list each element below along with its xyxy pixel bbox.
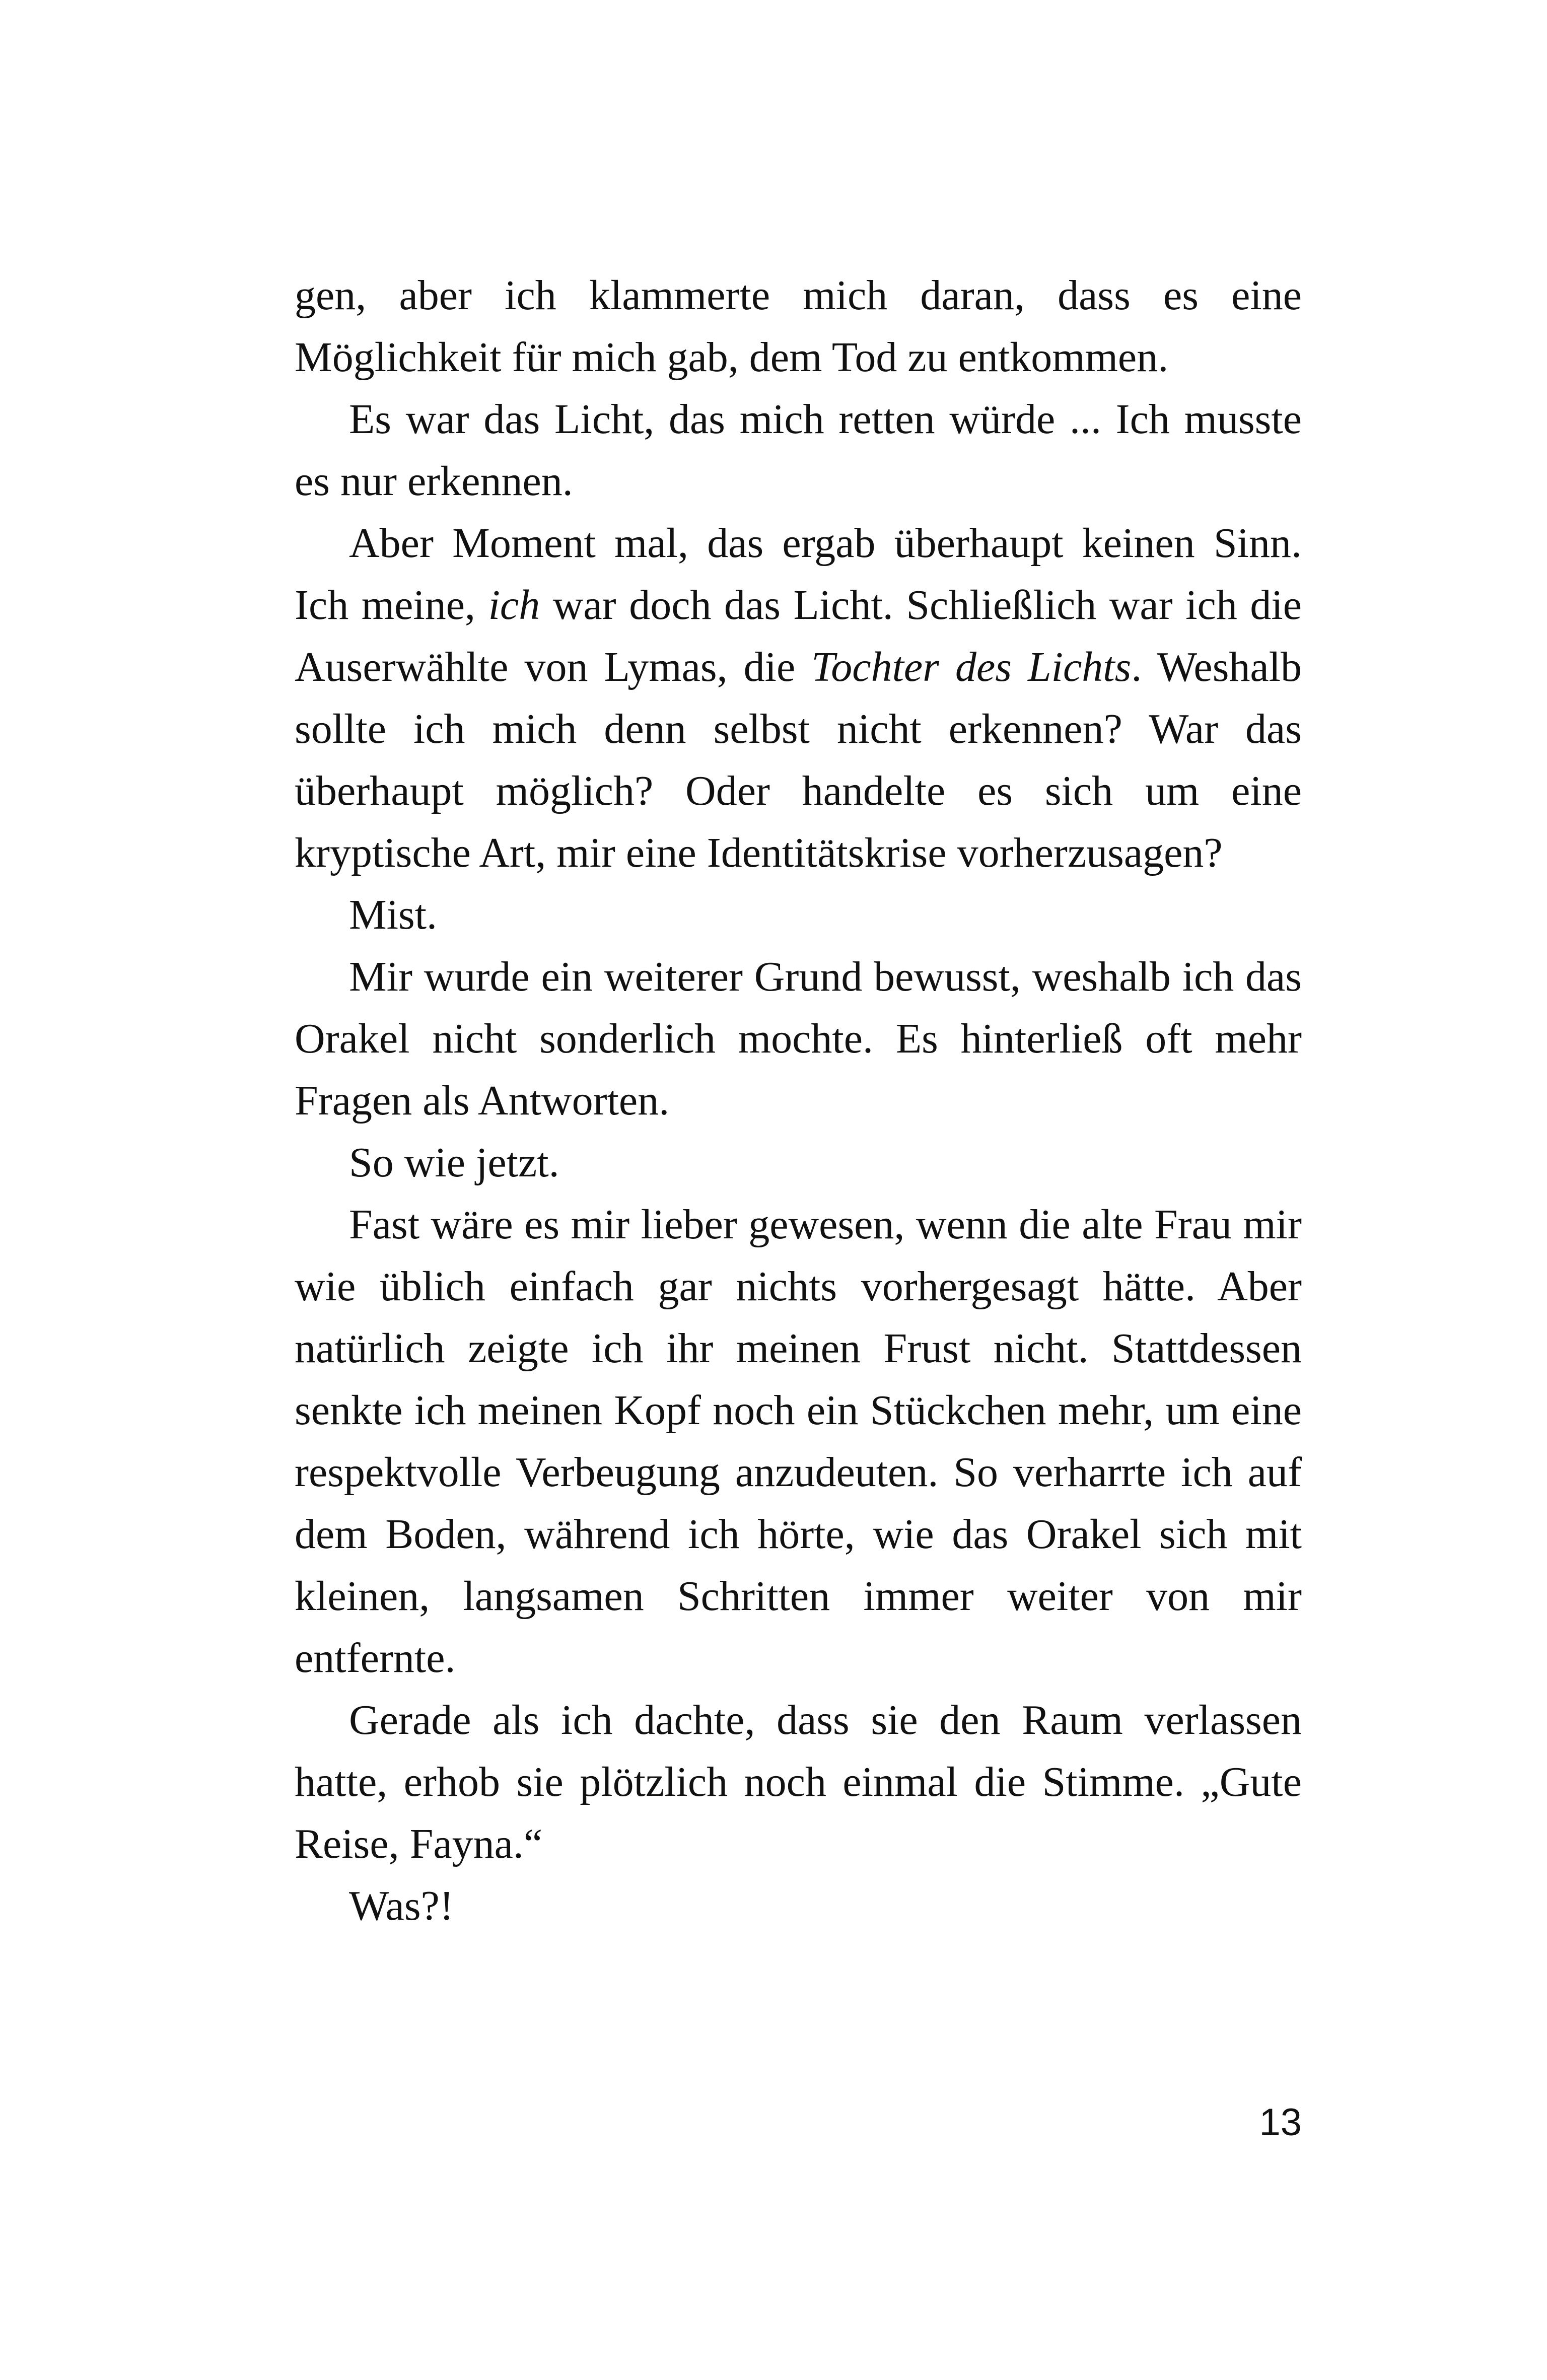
paragraph-5: Mir wurde ein weiterer Grund bewusst, weshalb ich das Orakel nicht sonderlich mochte. Es hinterließ oft mehr Fragen als Antworten.: [295, 953, 1302, 1124]
paragraph-6: So wie jetzt.: [349, 1139, 559, 1186]
paragraph-3: Aber Moment mal, das ergab überhaupt keinen Sinn. Ich meine, ich war doch das Licht. Schließlich war ich die Auserwählte von Lymas, die Tochter des Lichts. Weshalb sollte ich mich denn selbst nicht erkennen? War das überhaupt möglich? Oder handelte es sich um eine kryptische Art, mir eine Identitätskrise vorherzusagen?: [295, 520, 1302, 876]
emphasis-ich: ich: [488, 582, 540, 628]
paragraph-4: Mist.: [349, 891, 438, 938]
paragraph-7: Fast wäre es mir lieber gewesen, wenn die alte Frau mir wie üblich einfach gar nichts vorhergesagt hätte. Aber natürlich zeigte ich ihr meinen Frust nicht. Stattdessen senkte ich meinen Kopf noch ein Stückchen mehr, um eine respektvolle Verbeugung anzudeuten. So verharrte ich auf dem Boden, während ich hörte, wie das Orakel sich mit kleinen, langsamen Schritten immer weiter von mir entfernte.: [295, 1201, 1302, 1682]
paragraph-9: Was?!: [349, 1882, 454, 1929]
paragraph-1: gen, aber ich klammerte mich daran, dass es eine Möglichkeit für mich gab, dem Tod zu entkommen.: [295, 272, 1302, 381]
emphasis-tochter-des-lichts: Tochter des Lichts: [811, 644, 1132, 690]
paragraph-2: Es war das Licht, das mich retten würde ... Ich musste es nur erkennen.: [295, 396, 1302, 505]
body-text: [295, 264, 1302, 1937]
paragraph-8: Gerade als ich dachte, dass sie den Raum verlassen hatte, erhob sie plötzlich noch einmal die Stimme. „Gute Reise, Fayna.“: [295, 1697, 1302, 1867]
page-number: 13: [1259, 2101, 1302, 2144]
